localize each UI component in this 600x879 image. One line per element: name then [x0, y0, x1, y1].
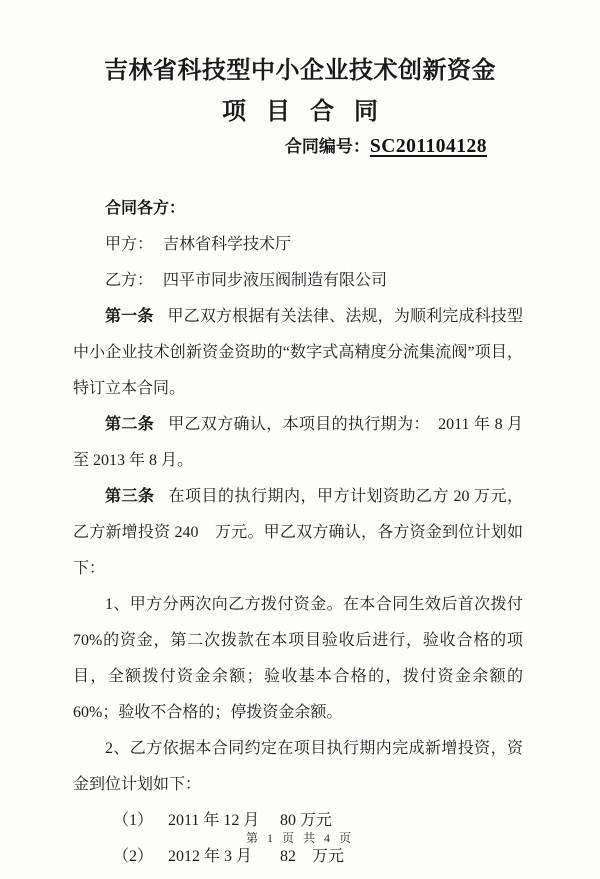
article-3-text: 在项目的执行期内，甲方计划资助乙方 20 万元，乙方新增投资 240 万元。甲乙双方确认，各方资金到位计划如下：	[73, 488, 523, 577]
party-a-name: 吉林省科学技术厅	[163, 236, 292, 253]
article-2-no: 第二条	[105, 416, 155, 433]
article-2	[73, 407, 539, 479]
party-b-line	[73, 263, 523, 299]
article-2-text: 甲乙双方确认，本项目的执行期为： 2011 年 8 月 至 2013 年 8 月。	[73, 416, 539, 469]
schedule-2-date: 2012 年 3 月	[168, 848, 253, 865]
clause-1: 1、甲方分两次向乙方拨付资金。在本合同生效后首次拨付 70%的资金，第二次拨款在本项目验收后进行，验收合格的项目，全额拨付资金余额；验收基本合格的，拨付资金余额的 60%；验收不合格的；停拨资金余额。	[73, 596, 523, 721]
schedule-1-index: （1）	[113, 812, 154, 829]
document-title-line2: 项目合同	[222, 98, 398, 125]
contract-body	[73, 191, 539, 875]
contract-number-line	[0, 134, 600, 161]
document-title-line1: 吉林省科技型中小企业技术创新资金	[104, 57, 496, 84]
party-a-line	[73, 227, 523, 263]
schedule-2-amount: 82 万元	[280, 848, 345, 865]
page-footer: 第 1 页 共 4 页	[245, 831, 354, 845]
document-header	[0, 0, 600, 161]
schedule-1-amount: 80 万元	[280, 812, 333, 829]
schedule-1-date: 2011 年 12 月	[168, 812, 260, 829]
party-b-name: 四平市同步液压阀制造有限公司	[163, 272, 388, 289]
party-b-label: 乙方：	[105, 272, 154, 289]
parties-heading: 合同各方：	[105, 200, 186, 217]
party-a-label: 甲方：	[105, 236, 154, 253]
schedule-2-index: （2）	[113, 848, 154, 865]
article-3-no: 第三条	[105, 488, 155, 505]
contract-number-value: SC201104128	[369, 136, 487, 157]
parties-heading-line	[73, 191, 523, 227]
article-1-no: 第一条	[105, 308, 154, 325]
article-1	[73, 299, 523, 407]
clause-2: 2、乙方依据本合同约定在项目执行期内完成新增投资，资金到位计划如下：	[73, 740, 523, 793]
article-1-text: 甲乙双方根据有关法律、法规，为顺利完成科技型中小企业技术创新资金资助的“数字式高精度分流集流阀”项目，特订立本合同。	[73, 308, 523, 397]
article-3	[73, 479, 523, 587]
contract-number-label: 合同编号：	[284, 137, 370, 156]
